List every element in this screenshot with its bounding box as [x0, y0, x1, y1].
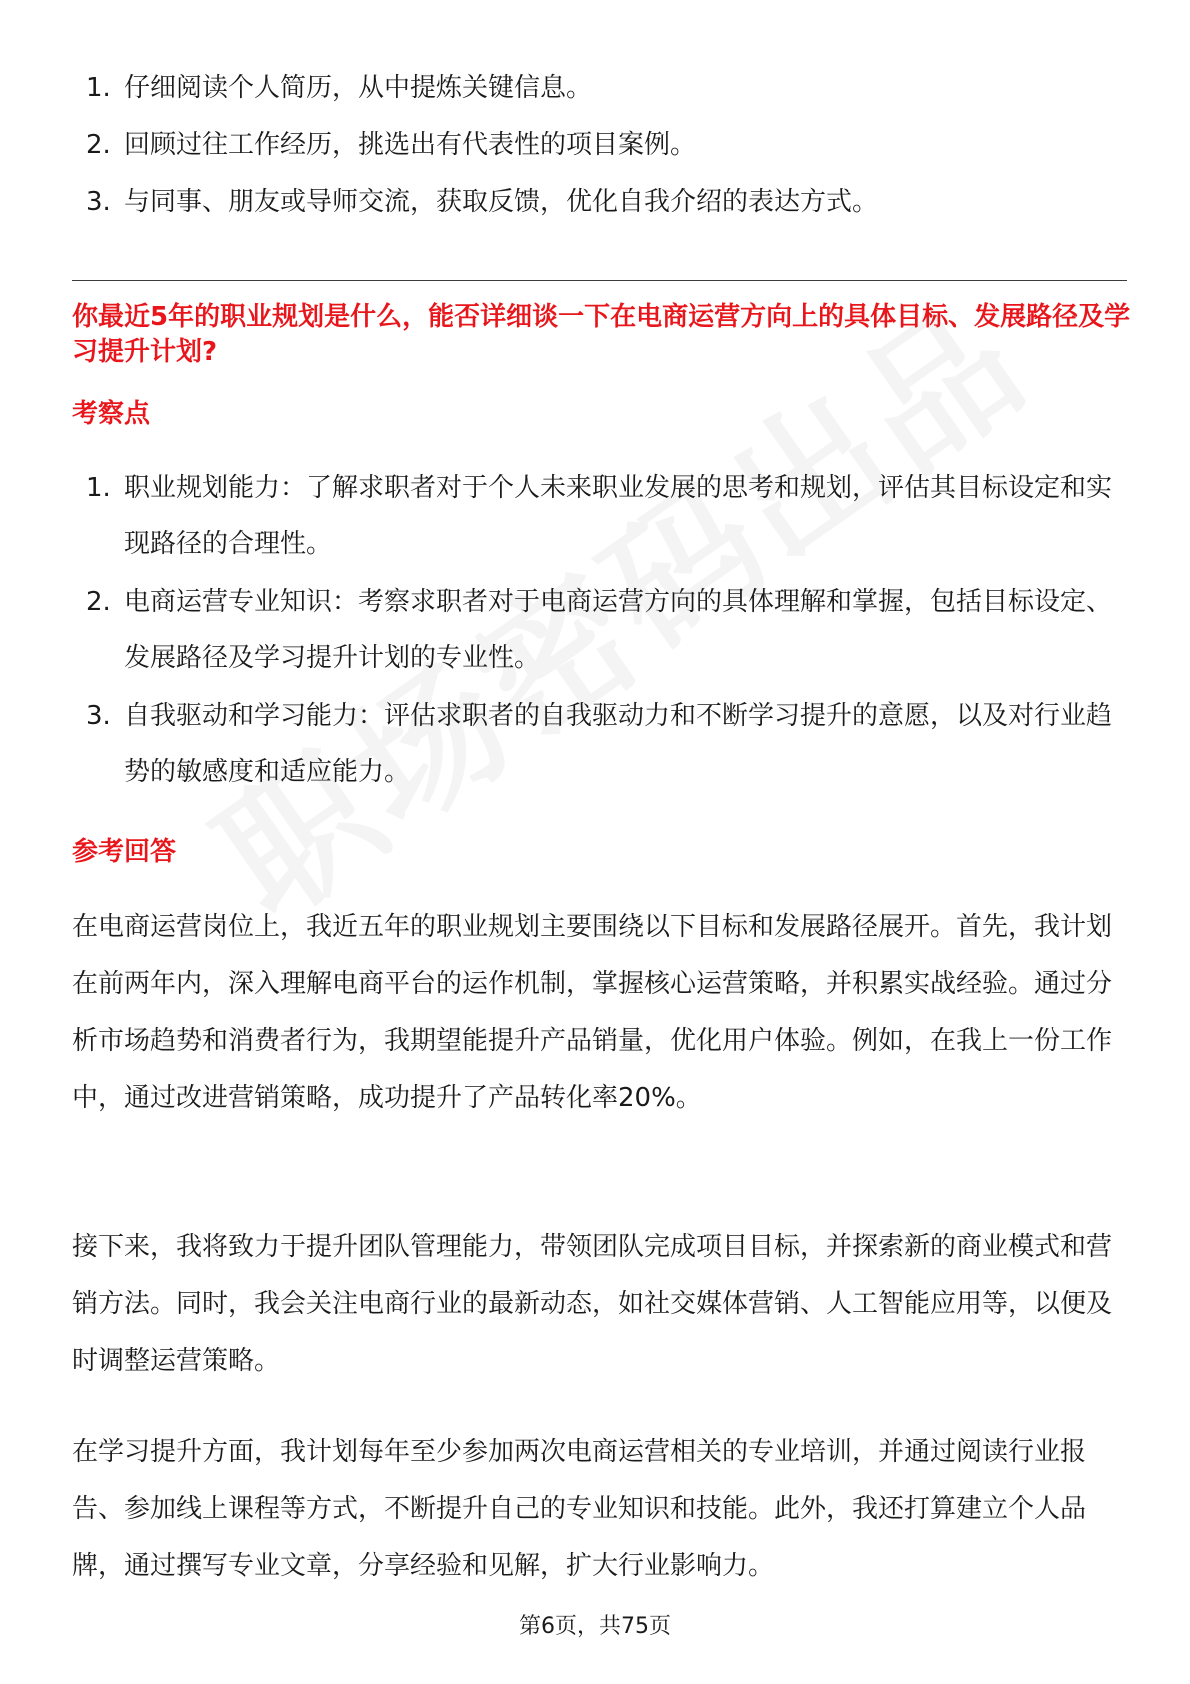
page-number: 第6页，共75页 [519, 1614, 671, 1639]
points-heading: 考察点 [72, 399, 151, 429]
assessment-points-list [72, 460, 1122, 802]
list-number: 1. [86, 73, 111, 103]
list-item [72, 174, 1122, 230]
list-text: 仔细阅读个人简历，从中提炼关键信息。 [124, 73, 593, 103]
list-number: 2. [86, 130, 111, 160]
section-divider [72, 280, 1127, 281]
list-item [72, 574, 1122, 686]
list-item [72, 60, 1122, 116]
list-item [72, 688, 1122, 800]
interview-question: 你最近5年的职业规划是什么，能否详细谈一下在电商运营方向上的具体目标、发展路径及学习提升计划? [72, 302, 1131, 367]
list-text: 自我驱动和学习能力：评估求职者的自我驱动力和不断学习提升的意愿，以及对行业趋势的敏感度和适应能力。 [124, 701, 1113, 787]
list-text: 回顾过往工作经历，挑选出有代表性的项目案例。 [124, 130, 697, 160]
list-text: 电商运营专业知识：考察求职者对于电商运营方向的具体理解和掌握，包括目标设定、发展路径及学习提升计划的专业性。 [124, 587, 1113, 673]
list-number: 3. [86, 187, 111, 217]
list-item [72, 460, 1122, 572]
preparation-list [72, 60, 1122, 231]
answer-paragraph: 在电商运营岗位上，我近五年的职业规划主要围绕以下目标和发展路径展开。首先，我计划在前两年内，深入理解电商平台的运作机制，掌握核心运营策略，并积累实战经验。通过分析市场趋势和消费者行为，我期望能提升产品销量，优化用户体验。例如，在我上一份工作中，通过改进营销策略，成功提升了产品转化率20%。 [72, 912, 1113, 1113]
answer-heading: 参考回答 [72, 837, 177, 867]
list-text: 与同事、朋友或导师交流，获取反馈，优化自我介绍的表达方式。 [124, 187, 879, 217]
answer-paragraph: 在学习提升方面，我计划每年至少参加两次电商运营相关的专业培训，并通过阅读行业报告、参加线上课程等方式，不断提升自己的专业知识和技能。此外，我还打算建立个人品牌，通过撰写专业文章，分享经验和见解，扩大行业影响力。 [72, 1437, 1087, 1581]
list-number: 3. [86, 701, 111, 731]
list-text: 职业规划能力：了解求职者对于个人未来职业发展的思考和规划，评估其目标设定和实现路径的合理性。 [124, 473, 1113, 559]
list-item [72, 117, 1122, 173]
list-number: 1. [86, 473, 111, 503]
list-number: 2. [86, 587, 111, 617]
answer-paragraph: 接下来，我将致力于提升团队管理能力，带领团队完成项目目标，并探索新的商业模式和营销方法。同时，我会关注电商行业的最新动态，如社交媒体营销、人工智能应用等，以便及时调整运营策略。 [72, 1232, 1113, 1376]
